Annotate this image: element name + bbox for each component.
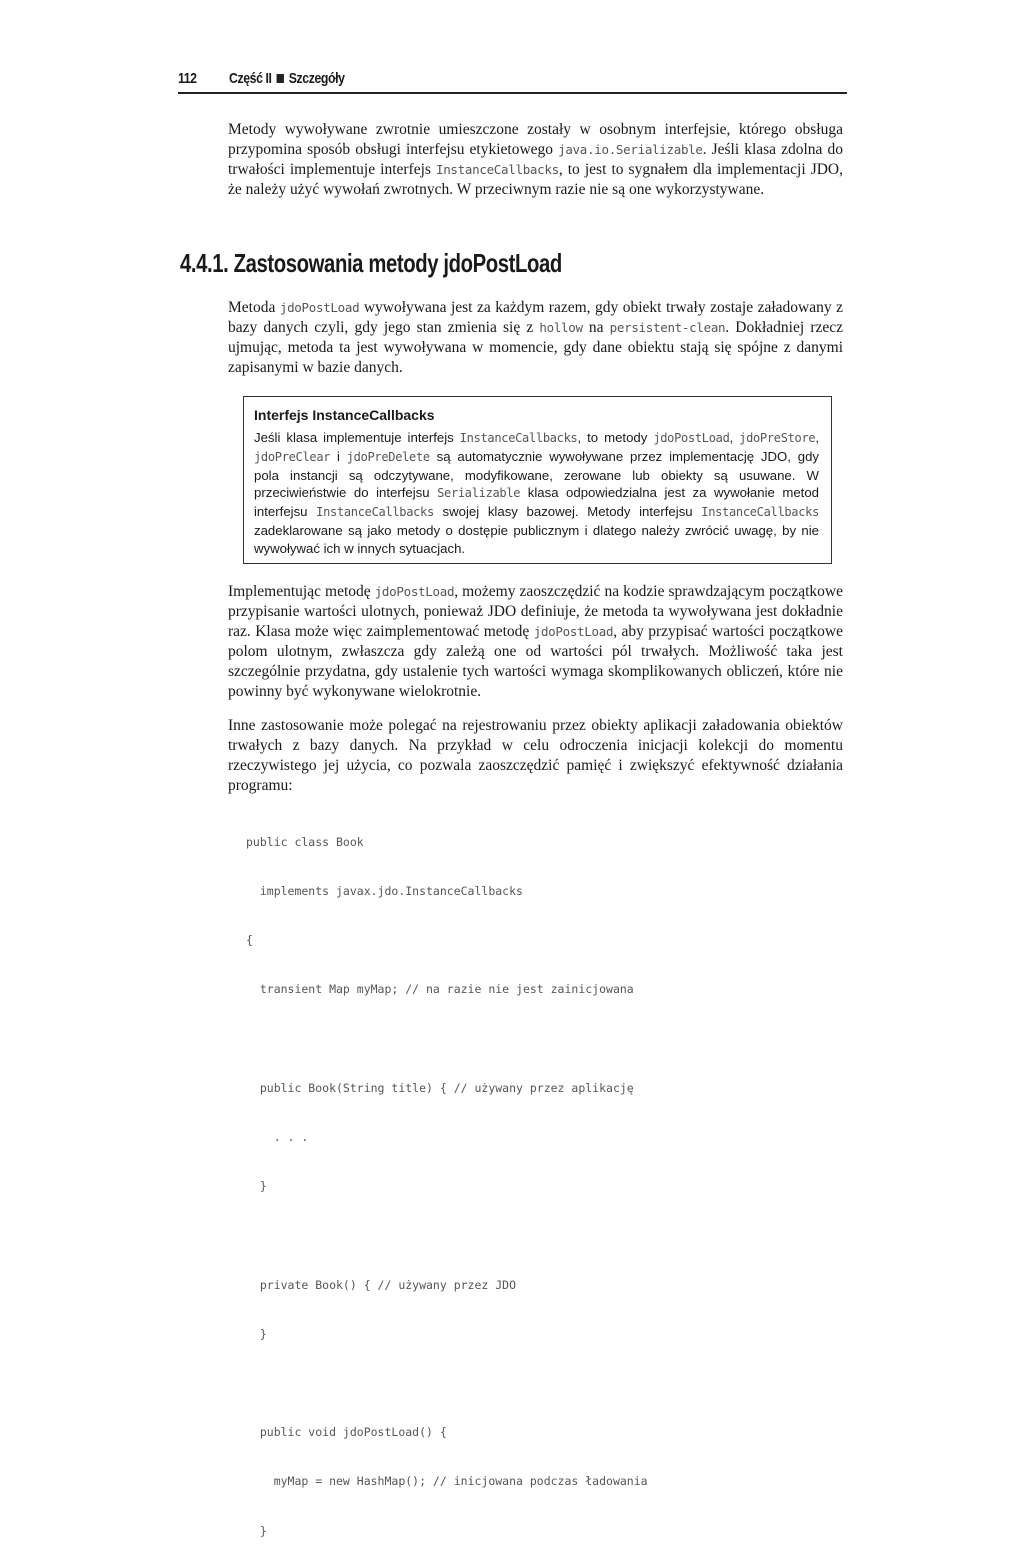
code-line: public Book(String title) { // używany przez aplikację [246,1080,634,1095]
text-run: wywoływana jest za każdym razem, gdy obiekt trwały zostaje załadowany z bazy danych czyli, gdy jego stan zmienia się z [228,299,843,336]
code-inline: InstanceCallbacks [459,431,578,445]
code-inline: InstanceCallbacks [316,505,434,520]
code-inline: Serializable [437,486,521,501]
code-inline: jdoPreStore [739,431,816,445]
square-bullet-icon [276,74,283,83]
text-run: klasa odpowiedzialna jest za wywołanie metod interfejsu [254,485,820,520]
text-run: i [330,448,347,464]
text-run: , [815,430,819,445]
note-box [243,396,832,564]
paragraph-other-use [228,716,843,796]
part-label: Część II [229,70,272,87]
note-title: Interfejs InstanceCallbacks [254,407,435,423]
paragraph-implementation [228,582,843,702]
code-inline: InstanceCallbacks [701,505,819,520]
text-run: , możemy zaoszczędzić na kodzie sprawdzającym początkowe przypisanie wartości ulotnych, ponieważ JDO definiuje, że metoda ta wywoływana jest dokładnie raz. Klasa może więc zaimplementować metodę [228,583,843,640]
code-inline: InstanceCallbacks [435,162,559,177]
text-run: Implementując metodę [228,583,375,600]
code-inline: jdoPostLoad [279,300,360,315]
page-number: 112 [178,70,197,87]
text-run: . Dokładniej rzecz ujmując, metoda ta jest wywoływana w momencie, gdy dane obiektu stają się spójne z danymi zapisanymi w bazie danych. [228,319,843,376]
text-run: , to metody [577,430,654,445]
code-line: public class Book [246,834,364,849]
text-run: , aby przypisać wartości początkowe polom ulotnym, zwłaszcza gdy zależą one od wartości pól trwałych. Możliwość taka jest szczególnie przydatna, gdy ustalenie tych wartości wymaga skomplikowanych obliczeń, które nie powinny być wykonywane wielokrotnie. [228,623,843,700]
text-run: zadeklarowane są jako metody o dostępie publicznym i dlatego należy zwrócić uwagę, by nie wywoływać ich w innych sytuacjach. [254,522,819,556]
code-line: } [246,1523,267,1538]
text-run: na [582,319,610,336]
code-line: public void jdoPostLoad() { [246,1425,447,1440]
code-line: private Book() { // używany przez JDO [246,1277,517,1292]
code-inline: jdoPreDelete [346,449,430,464]
intro-paragraph [228,120,843,200]
code-inline: jdoPostLoad [653,431,730,445]
code-line [246,1375,648,1391]
text-run: Metody wywoływane zwrotnie umieszczone zostały w osobnym interfejsie, którego obsługa przypomina sposób obsługi interfejsu etykietowego [228,121,843,158]
code-line: } [246,1326,267,1341]
code-listing [246,801,648,1555]
text-run: Jeśli klasa implementuje interfejs [254,430,460,445]
text-run: . Jeśli klasa zdolna do trwałości implementuje interfejs [228,141,843,178]
code-inline: hollow [539,320,583,335]
code-line: implements javax.jdo.InstanceCallbacks [246,884,523,899]
code-line [246,1031,648,1047]
text-run: , [729,430,740,445]
code-inline: jdoPostLoad [374,584,455,599]
note-body [254,429,819,558]
text-run: , to jest to sygnałem dla implementacji JDO, że należy użyć wywołań zwrotnych. W przeciwnym razie nie są one wykorzystywane. [228,161,843,198]
code-line: { [246,933,253,948]
code-line: . . . [246,1130,309,1145]
code-line: } [246,1179,267,1194]
code-line: myMap = new HashMap(); // inicjowana podczas ładowania [246,1474,648,1489]
section-heading: 4.4.1. Zastosowania metody jdoPostLoad [180,248,562,278]
running-header [178,68,847,94]
code-inline: java.io.Serializable [558,142,703,157]
code-line [246,1227,648,1243]
code-inline: jdoPreClear [254,449,331,464]
code-line: transient Map myMap; // na razie nie jest zainicjowana [246,982,634,997]
paragraph-jdopostload [228,298,843,378]
text-run: Metoda [228,299,280,316]
section-label: Szczegóły [288,70,345,87]
text-run: są automatycznie wywoływane przez implementację JDO, gdy pola instancji są odczytywane, modyfikowane, zerowane lub obiekty są usuwane. W przeciwieństwie do interfejsu [254,448,820,501]
code-inline: persistent-clean [609,320,726,335]
text-run: Inne zastosowanie może polegać na rejestrowaniu przez obiekty aplikacji załadowania obiektów trwałych z bazy danych. Na przykład w celu odroczenia inicjacji kolekcji do momentu rzeczywistego jej użycia, co pozwala zaoszczędzić pamięć i zwiększyć efektywność działania programu: [228,717,843,794]
code-inline: jdoPostLoad [533,624,614,639]
text-run: swojej klasy bazowej. Metody interfejsu [433,504,702,520]
part-title [229,70,345,87]
